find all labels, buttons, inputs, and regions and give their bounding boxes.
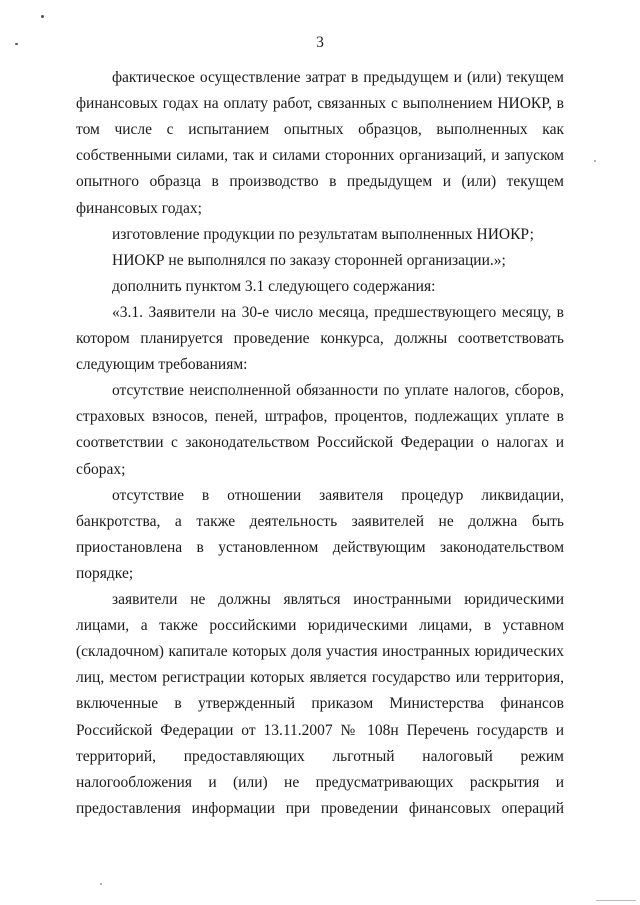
text-line: соответствии с законодательством Российской Федерации о налогах и — [76, 434, 564, 452]
text-line: включенные в утвержденный приказом Министерства финансов — [76, 695, 564, 713]
text-line: опытного образца в производство в предыдущем и (или) текущем — [76, 173, 564, 191]
text-line: изготовление продукции по результатам выполненных НИОКР; — [112, 225, 534, 243]
text-line: следующим требованиям: — [76, 356, 248, 374]
scan-edge-mark — [596, 900, 636, 901]
text-line: дополнить пунктом 3.1 следующего содержания: — [112, 277, 436, 295]
page-number: 3 — [316, 34, 324, 51]
text-line: предоставления информации при проведении финансовых операций — [76, 799, 564, 817]
text-line: котором планируется проведение конкурса, должны соответствовать — [76, 330, 564, 347]
text-line: лицами, а также российскими юридическими лицами, в уставном — [76, 617, 564, 635]
text-line: НИОКР не выполнялся по заказу сторонней организации.»; — [112, 251, 506, 269]
text-line: порядке; — [76, 564, 134, 582]
scan-speck — [594, 160, 596, 162]
text-line: собственными силами, так и силами сторонних организаций, и запуском — [76, 147, 564, 165]
text-line: «3.1. Заявители на 30-е число месяца, предшествующего месяцу, в — [112, 303, 564, 321]
text-line: (складочном) капитале которых доля участия иностранных юридических — [76, 643, 564, 661]
text-line: заявители не должны являться иностранными юридическими — [112, 591, 564, 608]
scan-speck — [100, 883, 102, 885]
text-line: фактическое осуществление затрат в предыдущем и (или) текущем — [112, 69, 564, 86]
text-line: отсутствие в отношении заявителя процедур ликвидации, — [112, 486, 564, 504]
text-line: финансовых годах; — [76, 199, 202, 217]
text-line: налогообложения и (или) не предусматривающих раскрытия и — [76, 773, 564, 791]
text-line: финансовых годах на оплату работ, связанных с выполнением НИОКР, в — [76, 95, 564, 113]
text-line: сборах; — [76, 460, 126, 478]
scan-speck — [15, 43, 18, 45]
text-line: страховых взносов, пеней, штрафов, процентов, подлежащих уплате в — [76, 408, 564, 426]
text-line: том числе с испытанием опытных образцов, выполненных как — [76, 121, 564, 139]
text-line: лиц, местом регистрации которых является государство или территория, — [76, 669, 564, 687]
text-line: территорий, предоставляющих льготный налоговый режим — [76, 747, 564, 765]
text-line: приостановлена в установленном действующим законодательством — [76, 538, 564, 556]
text-line: Российской Федерации от 13.11.2007 № 108н Перечень государств и — [76, 721, 564, 739]
text-line: банкротства, а также деятельность заявителей не должна быть — [76, 512, 564, 530]
text-line: отсутствие неисполненной обязанности по уплате налогов, сборов, — [112, 382, 564, 400]
scan-speck — [41, 15, 44, 18]
